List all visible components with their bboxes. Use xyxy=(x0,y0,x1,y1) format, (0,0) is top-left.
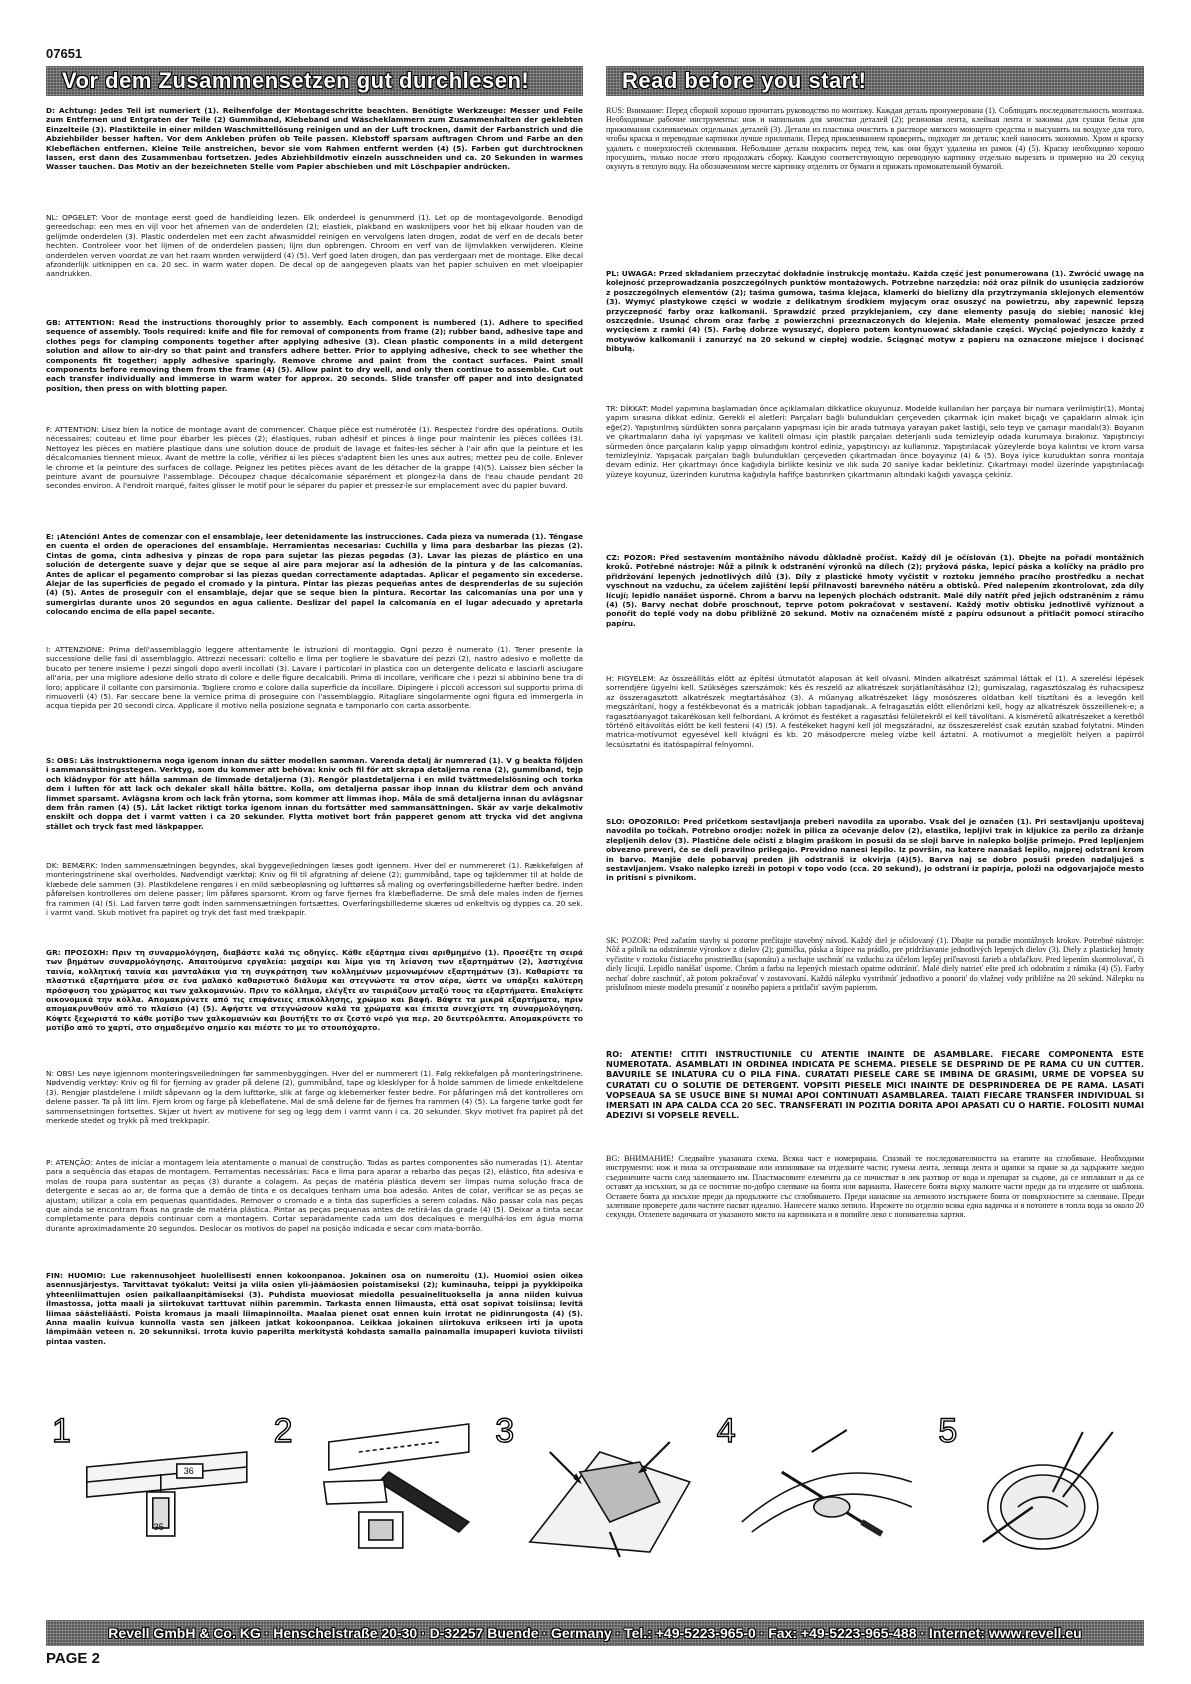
step-5-illustration xyxy=(932,1412,1144,1562)
step-number: 4 xyxy=(716,1412,736,1450)
step-1-illustration xyxy=(46,1412,258,1562)
company-footer: Revell GmbH & Co. KG · Henschelstraße 20-30 · D-32257 Buende · Germany · Tel.: +49-5223-965-0 · Fax: +49-5223-965-488 · Internet: www.revell.eu xyxy=(46,1620,1144,1646)
page-number: PAGE 2 xyxy=(46,1650,100,1667)
paint-brush-icon xyxy=(711,1412,923,1562)
instruction-paragraph: RO: ATENTIE! CITITI INSTRUCTIUNILE CU ATENTIE INAINTE DE ASAMBLARE. FIECARE COMPONENTA ESTE NUMEROTATA. ASAMBLATI IN ORDINEA INDICATA PE SCHEMA. PIESELE SE DESPRIND DE PE RAMA CU UN CUTTER. BAVURILE SE INLATURA CU O PILA FINA. CURATATI PIESELE CARE SE IMBINA DE GRASIMI, URME DE VOPSEA SU CURATATI CU O SOLUTIE DE DETERGENT. VOPSITI PIESELE MICI INAINTE DE DESPRINDEREA DE PE RAMA. LASATI VOPSEAUA SA SE USUCE BINE SI NUMAI APOI CONTINUATI ASAMBLAREA. TAIATI FIECARE TRANSFER INDIVIDUAL SI IMERSATI IN APA CALDA CCA 20 SEC. TRANSFERATI IN POZITIA DORITA APOI APASATI CU O HARTIE. FOLOSITI NUMAI ADEZIVI SI VOPSELE REVELL. xyxy=(606,1049,1144,1121)
step-number: 2 xyxy=(273,1412,293,1450)
banner-read-de: Vor dem Zusammensetzen gut durchlesen! xyxy=(46,66,583,96)
step-4-illustration xyxy=(711,1412,923,1562)
instruction-paragraph: NL: OPGELET: Voor de montage eerst goed de handleiding lezen. Elk onderdeel is genummerd (1). Let op de montagevolgorde. Benodigd gereedschap: een mes en vijl voor het afnemen van de onderdelen (2); elastiek, plakband en wasknijpers voor het bij elkaar houden van de gelijmde onderdelen (3). Plastic onderdelen met een zacht afwasmiddel reinigen en vervolgens laten drogen, zodat de verf en de decals beter hechten. Controleer voor het lijmen of de onderdelen passen; lijm dun opbrengen. Chroom en verf van de lijmvlakken verwijderen. Kleine onderdelen verven voordat ze van het raam worden verwijderd (4) (5). Verf goed laten drogen, dan pas verdergaan met de montage. Elke decal afzonderlijk uitknippen en ca. 20 sec. in warm water dopen. De decal op de aangegeven plaats van het papier schuiven en met vloeipapier aandrukken. xyxy=(46,213,583,279)
banner-read-en: Read before you start! xyxy=(606,66,1144,96)
instruction-paragraph: P: ATENÇÃO: Antes de iniciar a montagem leia atentamente o manual de construção. Todas as partes componentes são numeradas (1). Atentar para a sequência das etapas de montagem. Ferramentas necessárias: Faca e lima para aparar a rebarba das peças (2), elástico, fita adesiva e molas de roupa para sustentar as peças (3) durante a colagem. As peças de matéria plástica devem ser limpas numa solução fraca de detergente e secas ao ar, de forma que a demão de tinta e os decalques tenham uma boa adesão. Antes de colar, verificar se as peças se ajustam; utilizar a cola em pequenas quantidades. Remover o cromado e a tinta das superfícies a serem coladas. Não passar cola nas peças que ainda se encontram fixas na grade de matéria plástica. Pintar as peças pequenas antes de retirá-las da grade (4) (5). Deixar a tinta secar completamente para depois continuar com a montagem. Cortar separadamente cada um dos decalques e mergulhá-los em água morna durante aproximadamente 20 segundos. Deslocar os motivos do papel na posição indicada e secar com mata-borrão. xyxy=(46,1158,583,1233)
step-3-illustration xyxy=(489,1412,701,1562)
step-illustrations xyxy=(46,1412,1144,1562)
part-tag-bottom: 35 xyxy=(153,1522,164,1532)
step-2-illustration xyxy=(268,1412,480,1562)
instruction-paragraph: DK: BEMÆRK: Inden sammensætningen begyndes, skal byggevejledningen læses godt igennem. Hver del er nummereret (1). Rækkefølgen af monteringstrinene skal overholdes. Nødvendigt værktøj: Kniv og fil til afgratning af delene (2); gummibånd, tape og tøjklemmer til at holde de klæbede dele sammen (3). Plastikdelene rengøres i en mild sæbeopløsning og lufttørres så maling og overføringsbillederne hæfter bedre. Inden påførelsen kontrolleres om delene passer; lim påføres sparsomt. Krom og farve fjernes fra klæbefladerne. De små dele males inden de fjernes fra rammen (4) (5). Lad farven tørre godt inden sammensætningen fortsættes. Overføringsbillederne skæres ud enkeltvis og dyppes ca. 20 sek. i varmt vand. Skub motivet fra papiret og tryk det fast med trækpapir. xyxy=(46,861,583,918)
instruction-paragraph: GR: ΠΡΟΣΟΧΗ: Πριν τη συναρμολόγηση, διαβάστε καλά τις οδηγίες. Κάθε εξάρτημα είναι αριθμημένο (1). Προσέξτε τη σειρά των βημάτων συναρμολόγησης. Απαιτούμενα εργαλεία: μαχαίρι και λίμα για τη λείανση των εξαρτημάτων (2), λαστιχένια ταινία, κολλητική ταινία και μανταλάκια για τη συγκράτηση των κολλημένων μεμονωμένων εξαρτημάτων (3). Καθαρίστε τα πλαστικά εξαρτήματα μέσα σε ένα μαλακό καθαριστικό διάλυμα και στεγνώστε τα στον αέρα, ώστε να υπάρξει καλύτερη πρόσφυση του χρώματος και των χαλκομανιών. Πριν το κόλλημα, ελέγξτε αν ταιριάζουν μεταξύ τους τα εξαρτήματα. Επαλείψτε οικονομικά την κόλλα. Απομακρύνετε από τις επιφάνειες επικόλλησης, χρώμιο και βαφή. Βάψτε τα μικρά εξαρτήματα, πριν απομακρυνθούν από το πλαίσιο (4) (5). Αφήστε να στεγνώσουν καλά τα χρώματα και έπειτα συνεχίστε τη συναρμολόγηση. Κόψτε ξεχωριστά το κάθε μοτίβο των χαλκομανιών και βουτήξτε το σε ζεστό νερό για περ. 20 δευτερόλεπτα. Απομακρύνετε το μοτίβο από το χαρτί, στο σημαδεμένο σημείο και πιέστε το με το στουπόχαρτο. xyxy=(46,948,583,1033)
instruction-paragraph: RUS: Внимание: Перед сборкой хорошо прочитать руководство по монтажу. Каждая деталь пронумерована (1). Соблюдать последовательность монтажа. Необходимые рабочие инструменты: нож и напильник для зачистки деталей (2); резиновая лента, клейкая лента и зажимы для сушки белья для прижимания склеиваемых отдельных деталей (3). Детали из пластика очистить в растворе мягкого моющего средства и высушить на воздухе для того, чтобы краска и переводные картинки лучше прилипали. Перед приклеиванием проверить, подходят ли детали; клей наносить экономно. Хром и краску удалить с поверхностей склеивания. Небольшие детали покрасить перед тем, как они будут удалены из рамок (4) (5). Краску необходимо хорошо просушить, только после этого продолжать сборку. Каждую соответствующую переводную картинку отдельно вырезать и примерно на 20 секунд окунуть в теплую воду. На обозначенном месте картинку отделить от бумаги и прижать промокательной бумагой. xyxy=(606,106,1144,172)
step-number: 1 xyxy=(52,1412,71,1450)
instruction-paragraph: I: ATTENZIONE: Prima dell'assemblaggio leggere attentamente le istruzioni di montaggio. Ogni pezzo è numerato (1). Tener presente la successione delle fasi di assemblaggio. Attrezzi necessari: coltello e lima per togliere le sbavature dei pezzi (2), nastro adesivo e mollette da bucato per tenere insieme i pezzi singoli dopo averli incollati (3). Lavare i particolari in plastica con un detergente delicato e lasciarli asciugare all'aria, per una migliore adesione dello strato di colore e delle figure decalcabili. Prima di incollare, verificare che i pezzi si abbinino bene tra di loro; applicare il collante con parsimonia. Togliere cromo e colore dalla superficie da incollare. Dipingere i piccoli accessori sul supporto prima di rimuoverli (4) (5). Far seccare bene la vernice prima di proseguire con l'assemblaggio. Ritagliare singolarmente ogni figura ed immergerla in acqua tiepida per 20 secondi circa. Applicare il motivo nella posizione segnata e tamponarlo con carta assorbente. xyxy=(46,645,583,711)
instruction-paragraph: D: Achtung: Jedes Teil ist numeriert (1). Reihenfolge der Montageschritte beachten. Benötigte Werkzeuge: Messer und Feile zum Entfernen und Entgraten der Teile (2) Gummiband, Klebeband und Wäscheklammern zum Zusammenhalten der geklebten Einzelteile (3). Plastikteile in einer milden Waschmittellösung reinigen und an der Luft trocknen, damit der Farbanstrich und die Abziehbilder besser haften. Vor dem Ankleben prüfen ob Teile passen. Klebstoff sparsam auftragen Chrom und Farbe an den Klebeflächen entfernen. Kleine Teile anstreichen, bevor sie vom Rahmen entfernt werden (4) (5). Farben gut durchtrocknen lassen, erst dann des Zusammenbau fortsetzen. Jedes Abziehbildmotiv einzeln ausschneiden und ca. 20 Sekunden in warmes Wasser tauchen. Das Motiv an der bezeichneten Stelle vom Papier abschieben und mit Löschpapier andrücken. xyxy=(46,106,583,172)
instruction-paragraph: S: OBS: Läs instruktionerna noga igenom innan du sätter modellen samman. Varenda detalj är numrerad (1). V g beakta följden i sammansättningsstegen. Verktyg, som du kommer att behöva: kniv och fil för att skrapa detaljerna rena (2), gummiband, tejp och klädnypor för att hålla samman de limmade detaljerna (3). Rengör plastdetaljerna i en mild tvättmedelslösning och torka dem i luften för att lack och dekaler skall hålla bättre. Kolla, om detaljerna passar ihop innan du klistrar dem och använd limmet sparsamt. Avlägsna krom och lack från ytorna, som kommer att limmas ihop. Måla de små detaljerna innan du avlägsnar dem från ramen (4) (5). Låt lacket riktigt torka igenom innan du fortsätter med sammansättningen. Skär av varje dekalmotiv enskilt och doppa det i varmt vatten i ca 20 sekunder. Flytta motivet bort från papperet genom att trycka vid det angivna stället och tryck fast med läskpapper. xyxy=(46,756,583,831)
instruction-paragraph: SLO: OPOZORILO: Pred pričetkom sestavljanja preberi navodila za uporabo. Vsak del je označen (1). Pri sestavljanju upoštevaj navodila po točkah. Potrebno orodje: nožek in pilica za očevanje delov (2), elastika, lepljivi trak in kljukice za perilo za držanje zlepljenih delov (3). Plastične dele očisti z blagim praškom in posuši da se sloji barve in nalepko boljše primejo. Pred lepljenjem obvezno preveri, če se deli pravilno prilegajo. Previdno nanesi lepilo. Iz površin, na katere nanašaš lepilo, najprej odstrani krom in barvo. Manjše dele pobarvaj preden jih odstraniš iz okvirja (4)(5). Barva naj se dobro posuši preden nadaljuješ s sestavljanjem. Vsako nalepko izreži in potopi v topo vodo (cca. 20 sekund), jo odstrani iz papirja, položi na odgovarjajoče mesto in pritisni s pivnikom. xyxy=(606,817,1144,883)
right-column xyxy=(606,106,1144,1285)
instruction-paragraph: F: ATTENTION: Lisez bien la notice de montage avant de commencer. Chaque pièce est numérotée (1). Respectez l'ordre des opérations. Outils nécessaires: couteau et lime pour ébarber les pièces (2); élastiques, ruban adhésif et pinces à linge pour maintenir les pièces collées (3). Nettoyez les pièces en matière plastique dans une solution douce de produit de lavage et faites-les sécher à l'air afin que la peinture et les décalcomanies tiennent mieux. Avant de mettre la colle, vérifiez si les pièces s'adaptent bien les unes aux autres; mettez peu de colle. Enlever le chrome et la peinture des surfaces de collage. Peignez les petites pièces avant de les détacher de la grappe (4)(5). Laissez bien sécher la peinture avant de poursuivre l'assemblage. Découpez chaque décalcomanie séparément et plongez-la dans de l'eau chaude pendant 20 secondes environ. A l'endroit marqué, faites glisser le motif pour le séparer du papier et pressez-le sur emplacement avec du papier buvard. xyxy=(46,425,583,491)
step-number: 3 xyxy=(495,1412,515,1450)
instruction-paragraph: CZ: POZOR: Před sestavením montážního návodu důkladně pročíst. Každý díl je očíslován (1). Dbejte na pořadí montážních kroků. Potřebné nástroje: Nůž a pilník k odstranění výronků na dílech (2); pryžová páska, lepicí páska a kolíčky na prádlo pro přidržování lepených jednotlivých dílů (3). Díly z plastické hmoty vyčistit v roztoku jemného pracího prostředku a nechat vyschnout na vzduchu, za účelem zajištění lepší přilnavosti barevného nátěru a obtisků. Před nalepením zkontrolovat, zda díly lícují; lepidlo nanášet úsporně. Chrom a barvu na lepených plochách odstranit. Malé díly natřít před jejich odstraněním z rámu (4) (5). Barvy nechat dobře proschnout, teprve potom pokračovat v sestavení. Každý motiv obtisku jednotlivě vyříznout a ponořit do teplé vody na dobu přibližně 20 sekund. Motiv na označeném místě z papíru odsunout a přitlačit pomocí stíracího papíru. xyxy=(606,553,1144,628)
instruction-paragraph: FIN: HUOMIO: Lue rakennusohjeet huolellisesti ennen kokoonpanoa. Jokainen osa on numeroitu (1). Huomioi osien oikea asennusjärjestys. Tarvittavat työkalut: Veitsi ja viila osien yli-jäämäosien poistamiseksi (2); kuminauha, teippi ja pyykkipoika yhteenliimattujen osien paikallaanpitämiseksi (3). Puhdista muoviosat miedolla pesuainelituoksella ja anna niiden kuivua ilmastossa, jotta maali ja siirtokuvat tarttuvat niihin paremmin. Tarkasta ennen liimausta, että osat sopivat toisiinsa; levitä liimaa säästeliäästi. Poista kromaus ja maali liimapinnoilta. Maalaa pienet osat ennen kuin irrotat ne pidinrungosta (4) (5). Anna maalin kuivua kunnolla vasta sen jälkeen jatkat kokoonpanoa. Leikkaa jokainen siirtokuva erikseen irti ja upota lämpimään veteen n. 20 sekunniksi. Irrota kuvio paperilta merkitystä kohdasta samalla painamalla imupaperi kuviota tiiviisti pintaa vasten. xyxy=(46,1271,583,1346)
instruction-paragraph: H: FIGYELEM: Az összeállítás előtt az építési útmutatót alaposan át kell olvasni. Minden alkatrészt számmal láttak el (1). A szerelési lépések sorrendjére ügyelni kell. Szükséges szerszámok: kés és reszelő az alkatrészek sorjátlanításához (2); gumiszalag, ragasztószalag és ruhacsipesz az összeragasztott alkatrészek megtartásához (3). A műanyag alkatrészeket lágy mosószeres oldatban kell tisztítani és a levegőn kell megszárítani, hogy a festékbevonat és a matricák jobban tapadjanak. A felragasztás előtt ellenőrizni kell, hogy az alkatrészek összeillenek-e; a ragasztóanyagot takarékosan kell felhordani. A krómot és festéket a ragasztási felületekről el kell távolítani. A kisméretű alkatrészeket a keretből történő eltávolítás előtt be kell festeni (4) (5). A festékeket hagyni kell jól megszáradni, az összeszerelést csak ezután szabad folytatni. Minden matrica-motívumot egyesével kell kivágni és kb. 20 másodpercre meleg vízbe kell áztatni. A motívumot a megjelölt helyen a papírról lecsúsztatni és itatóspapírral felnyomni. xyxy=(606,674,1144,749)
instruction-paragraph: N: OBS! Les nøye igjennom monteringsveiledningen før sammenbyggingen. Hver del er nummerert (1). Følg rekkefølgen på monteringstrinene. Nødvendig verktøy: Kniv og fil for fjerning av grader på delene (2), gummibånd, tape og klesklyper for å holde sammen de limede enkeltdelene (3). Rengjør plastdelene i mildt såpevann og la dem lufttørke, slik at farge og klebemerker fester bedre. For påføringen må det kontrolleres om delene passer. Ta på litt lim. Fjern krom og farge på klebeflatene. Mal de små delene før de fjernes fra rammen (4) (5). La fargene tørke godt før sammensetningen fortsettes. Skjær ut hvert av motivene for seg og legg dem i varmt vann i ca. 20 sekunder. Skyv motivet fra papiret på det merkede stedet og trykk på med trekkpapir. xyxy=(46,1069,583,1126)
part-tag-top: 36 xyxy=(183,1466,194,1476)
instruction-paragraph: BG: ВНИМАНИЕ! Следвайте указаната схема. Всяка част е номерирана. Спазвай те последователността на етапите на сглобяване. Необходими инструменти: нож и пила за отстраняване или изпиляване на отделните части; гумена лента, лепяща лента и щипки за пране за да задържите заедно съединените части след залепването им. Пластмасовите елементи да се почистват в лек разтвор от вода и препарат за съдове, да се изплакнат и да се оставят да изсъхнат, за да се постигне по-добро слепване на боята или варианта. Нанесете боята върху малките части преди да ги отделите от шаблона. Оставете боята да изсъхне преди да продължите със сглобяването. Преди нанасяне на лепилото изстържете боята от повърхностите за слепване. Преди залепване проверете дали частите пасват идеално. Нанесете малко лепило. Изрежете по отделно всяка една вадичка и я потопете в топла вода за около 20 секунди. Отлепете вадичката от указаното място на картинката и я попийте леко с попивателна хартия. xyxy=(606,1154,1144,1220)
left-column xyxy=(46,106,583,1364)
instruction-paragraph: SK: POZOR: Pred začatím stavby si pozorne prečítajte stavebný návod. Každý diel je očíslovaný (1). Dbajte na poradie montážnych krokov. Potrebné nástroje: Nôž a pilník na odstránenie výronkov z dielov (2); gumička, páska a štipce na prádlo, pre pridržiavanie jednotlivých lepených dielov (3). Diely z plastickej hmoty vyčistite v roztoku čistiaceho prostriedku (saponátu) a nechajte uschnúť na vzduchu za účelom lepšej priľnavosti farieb a obtlačkov. Pred lepením skontrolovať, či diely lícujú. Lepidlo nanášať úsporne. Chróm a farbu na lepených miestach opatrne odstrániť. Malé diely natrieť ešte pred ich odobratím z rámika (4) (5). Farby nechať dobre zaschnúť, až potom pokračovať v zostavovaní. Každú nálepku vystrihnúť jednotlivo a ponoriť do vlažnej vody približne na 20 sekúnd. Nálepku na príslušnom mieste modelu presunúť z nosného papiera a pritlačiť savým papierom. xyxy=(606,936,1144,993)
glue-parts-icon xyxy=(489,1412,701,1562)
knife-file-icon xyxy=(268,1412,480,1562)
sprue-part-icon xyxy=(46,1412,258,1562)
kit-number: 07651 xyxy=(46,46,83,61)
step-number: 5 xyxy=(938,1412,958,1450)
instruction-paragraph: GB: ATTENTION: Read the instructions thoroughly prior to assembly. Each component is numbered (1). Adhere to specified sequence of assembly. Tools required: knife and file for removal of components from frame (2); rubber band, adhesive tape and clothes pegs for clamping components together after applying adhesive (3). Clean plastic components in a mild detergent solution and allow to air-dry so that paint and transfers adhere better. Prior to applying adhesive, check to see whether the components fit together; apply adhesive sparingly. Remove chrome and paint from the contact surfaces. Paint small components before removing them from the frame (4) (5). Allow paint to dry well, and only then continue to assemble. Cut out each transfer individually and immerse in warm water for approx. 20 seconds. Slide transfer off paper and into designated position, then press on with blotting paper. xyxy=(46,318,583,393)
instruction-paragraph: TR: DİKKAT: Model yapımına başlamadan önce açıklamaları dikkatlice okuyunuz. Modelde kullanılan her parçaya bir numara verilmiştir(1). Montaj yapım sırasına dikkat ediniz. Gerekli el aletleri: Parçaları bağlı bulundukları çerçeveden çıkarmak için maket bıçağı ve çapakların almak için eğe(2). Yapıştırılmış sürdükten sonra parçaların yapışması için bir arada tutmaya yarayan paket lastiği, selo teyp ve çamaşır mandalı(3). Boyanın ve çıkartmaların daha iyi yapışması ve kaliteli olması için plastik parçaları deterjanlı suda temizleyip odada kurumaya bırakınız. Yapıştırıcıyı sürmeden önce parçaların kalıp yapıp olmadığını kontrol ediniz, yapıştırıcıyı az kullanınız. Yapıştırılacak yüzeylerde boya kalıntısı ve krom varsa temizleyiniz. Yapışacak parçaları bağlı bulundukları çerçeveden çıkartmadan önce boyayınız (4) & (5). Boya iyice kuruduktan sonra montaja devam ediniz. Her çıkartmayı önce kağıdıyla birlikte kesiniz ve ılık suda 20 saniye kadar bekletiniz. Çıkartmayı model üzerinde yapıştırılacağı yüzeye koyunuz, üzerinden kurutma kağıdıyla hafifçe bastırırken çıkartmanın altındaki kağıdı yavaşça çekiniz. xyxy=(606,404,1144,479)
decal-water-icon xyxy=(932,1412,1144,1562)
instruction-paragraph: E: ¡Atención! Antes de comenzar con el ensamblaje, leer detenidamente las instrucciones. Cada pieza va numerada (1). Téngase en cuenta el orden de operaciones del ensamblaje. Herramientas necesarias: Cuchilla y lima para desbarbar las piezas (2). Cintas de goma, cinta adhesiva y pinzas de ropa para sujetar las piezas pegadas (3). Lavar las piezas de plástico en una solución de detergente suave y dejar que se seque al aire para mejorar así la adhesión de la pintura y de las calcomanías. Antes de aplicar el pegamento comprobar si las piezas quedan correctamente adaptadas. Aplicar el pegamento sin excederse. Alejar de las superficies de pegado el cromado y la pintura. Pintar las piezas pequeñas antes de desprenderlas de su sujeción (4) (5). Antes de proseguir con el ensamblaje, dejar que se seque bien la pintura. Recortar las calcomanías una por una y sumergirlas durante unos 20 segundos en agua caliente. Deslizar del papel la calcomanía en el lugar adecuado y apretarla colocando encima de ella papel secante. xyxy=(46,532,583,617)
instruction-paragraph: PL: UWAGA: Przed składaniem przeczytać dokładnie instrukcję montażu. Każda część jest ponumerowana (1). Zwrócić uwagę na kolejność przeprowadzania poszczególnych punktów montażowych. Potrzebne narzędzia: nóż oraz pilnik do usunięcia zadziorów z poszczególnych elementów (2); taśma gumowa, taśma klejąca, klamerki do bielizny dla przytrzymania sklejonych elementów (3). Wymyć plastykowe części w wodzie z delikatnym środkiem myjącym oraz osuszyć na powietrzu, aby zapewnić lepszą przyczepność farby oraz kalkomanii. Sprawdzić przed przyklejaniem, czy dane elementy pasują do siebie; nanosić klej oszczędnie. Usunąć chrom oraz farbę z powierzchni przeznaczonych do klejenia. Małe elementy pomalować jeszcze przed wycięciem z ramki (4) (5). Farbę dobrze wysuszyć, dopiero potem kontynuować składanie części. Wyciąć pojedynczo każdy z motywów kalkomanii i zanurzyć na 20 sekund w ciepłej wodzie. Ściągnąć motyw z papieru na oznaczone miejsce i docisnąć bibułą. xyxy=(606,269,1144,354)
